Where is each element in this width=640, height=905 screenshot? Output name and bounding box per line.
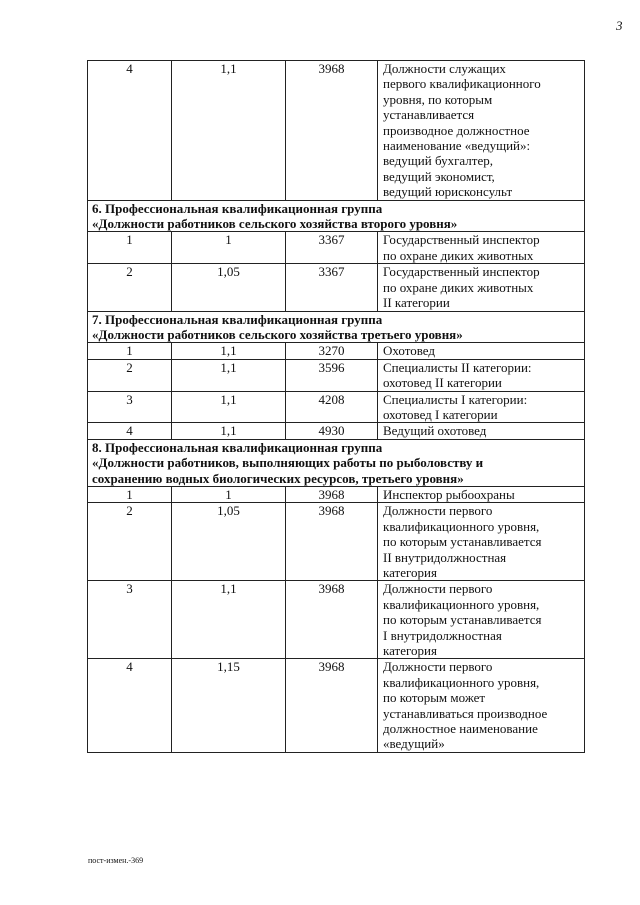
table-row [88,581,585,659]
salary-cell: 3968 [286,61,378,201]
group-title: 6. Профессиональная квалификационная группа «Должности работников сельского хозяйства второго уровня» [88,200,585,232]
position-description-cell: Должности служащих первого квалификационного уровня, по которым устанавливается производное должностное наименование «ведущий»: ведущий бухгалтер, ведущий экономист, ведущий юрисконсульт [378,61,585,201]
row-number-cell: 2 [88,264,172,311]
row-number-cell: 1 [88,486,172,502]
position-description-cell: Инспектор рыбоохраны [378,486,585,502]
coefficient-cell: 1 [172,232,286,264]
salary-cell: 4930 [286,423,378,439]
salary-cell: 3968 [286,581,378,659]
row-number-cell: 4 [88,659,172,752]
group-title: 8. Профессиональная квалификационная группа «Должности работников, выполняющих работы по рыболовству и сохранению водных биологических ресурсов, третьего уровня» [88,439,585,486]
group-header-row [88,200,585,232]
coefficient-cell: 1 [172,486,286,502]
coefficient-cell: 1,1 [172,61,286,201]
row-number-cell: 3 [88,391,172,423]
table-row [88,61,585,201]
table-row [88,423,585,439]
salary-cell: 4208 [286,391,378,423]
row-number-cell: 2 [88,503,172,581]
row-number-cell: 3 [88,581,172,659]
coefficient-cell: 1,05 [172,503,286,581]
group-header-row [88,311,585,343]
table-row [88,486,585,502]
row-number-cell: 4 [88,423,172,439]
document-code: пост-измен.-369 [88,856,144,865]
row-number-cell: 4 [88,61,172,201]
position-description-cell: Должности первого квалификационного уровня, по которым устанавливается I внутридолжностная категория [378,581,585,659]
group-header-row [88,439,585,486]
table-body [88,61,585,753]
position-description-cell: Государственный инспектор по охране диких животных [378,232,585,264]
salary-cell: 3968 [286,503,378,581]
table-row [88,264,585,311]
coefficient-cell: 1,1 [172,423,286,439]
table-row [88,359,585,391]
salary-cell: 3367 [286,264,378,311]
table-row [88,659,585,752]
coefficient-cell: 1,05 [172,264,286,311]
table-row [88,343,585,359]
row-number-cell: 2 [88,359,172,391]
coefficient-cell: 1,1 [172,391,286,423]
page-number: 3 [616,18,623,33]
salary-cell: 3367 [286,232,378,264]
salary-cell: 3968 [286,486,378,502]
position-description-cell: Специалисты I категории: охотовед I категории [378,391,585,423]
group-title: 7. Профессиональная квалификационная группа «Должности работников сельского хозяйства третьего уровня» [88,311,585,343]
salary-table [87,60,585,753]
coefficient-cell: 1,1 [172,343,286,359]
table-row [88,391,585,423]
coefficient-cell: 1,1 [172,359,286,391]
coefficient-cell: 1,15 [172,659,286,752]
position-description-cell: Ведущий охотовед [378,423,585,439]
table-row [88,232,585,264]
coefficient-cell: 1,1 [172,581,286,659]
position-description-cell: Государственный инспектор по охране диких животных II категории [378,264,585,311]
salary-cell: 3968 [286,659,378,752]
salary-cell: 3270 [286,343,378,359]
position-description-cell: Охотовед [378,343,585,359]
row-number-cell: 1 [88,232,172,264]
row-number-cell: 1 [88,343,172,359]
position-description-cell: Специалисты II категории: охотовед II категории [378,359,585,391]
position-description-cell: Должности первого квалификационного уровня, по которым может устанавливаться производное должностное наименование «ведущий» [378,659,585,752]
salary-cell: 3596 [286,359,378,391]
position-description-cell: Должности первого квалификационного уровня, по которым устанавливается II внутридолжностная категория [378,503,585,581]
table-row [88,503,585,581]
